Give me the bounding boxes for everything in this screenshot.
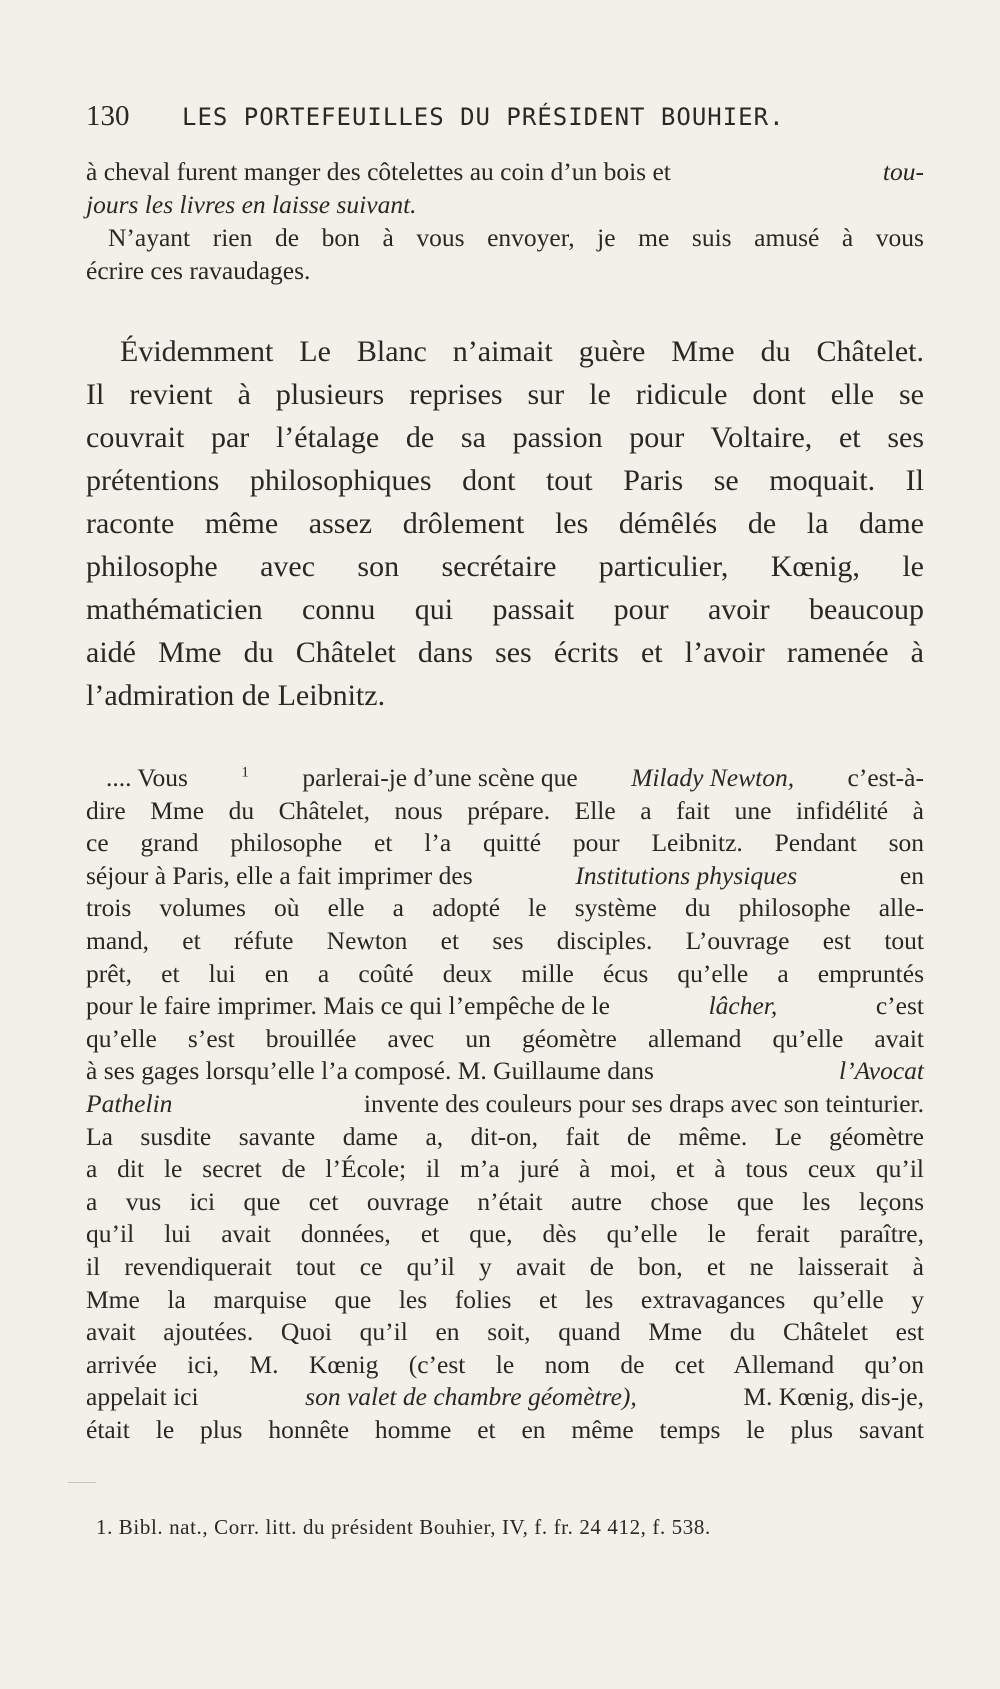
text-line-segment: trois volumes où elle a adopté le système du philosophe alle- [86,893,924,923]
text-line-segment: La susdite savante dame a, dit-on, fait de même. Le géomètre [86,1121,924,1151]
text-line-segment: à cheval furent manger des côtelettes au coin d’un bois et [86,157,671,186]
text-line-segment: a vus ici que cet ouvrage n’était autre chose que les leçons [86,1186,924,1216]
italic-segment: son valet de chambre géomètre), [305,1382,637,1412]
paragraph-line: Évidemment Le Blanc n’aimait guère Mme du Châtelet. [120,335,924,368]
text-line [86,545,924,588]
text-line [86,631,924,674]
text-line [86,1316,924,1349]
paragraph-line: l’admiration de Leibnitz. [86,679,386,712]
text-line [86,1023,924,1056]
paragraph-line: raconte même assez drôlement les démêlés de la dame [86,507,924,540]
running-head [86,100,924,133]
text-line [86,1218,924,1251]
footnote-marker[interactable]: 1 [241,764,249,781]
paragraph-line: aidé Mme du Châtelet dans ses écrits et l’avoir ramenée à [86,636,924,669]
text-line-segment: invente des couleurs pour ses draps avec son teinturier. [363,1088,924,1118]
text-line-segment: il revendiquerait tout ce qu’il y avait de bon, et ne laisserait à [86,1251,924,1281]
text-line-segment: à ses gages lorsqu’elle l’a composé. M. Guillaume dans [86,1056,654,1086]
text-line [86,1153,924,1186]
text-line-segment: qu’il lui avait données, et que, dès qu’elle le ferait paraître, [86,1219,924,1249]
text-line [86,958,924,991]
text-line [86,1088,924,1121]
text-line-segment: en [899,860,924,890]
italic-segment: l’Avocat [839,1056,924,1086]
text-line [86,221,924,254]
text-line-segment: c’est [875,991,924,1021]
paragraph-line: couvrait par l’étalage de sa passion pour Voltaire, et ses [86,421,924,454]
italic-segment: Pathelin [86,1088,173,1118]
italic-segment: Milady Newton, [631,763,795,792]
text-line [86,1121,924,1154]
text-line-segment: c’est-à- [847,763,924,792]
paragraph-line: Il revient à plusieurs reprises sur le ridicule dont elle se [86,378,924,411]
italic-segment: Institutions physiques [575,860,798,890]
text-line-segment: pour le faire imprimer. Mais ce qui l’empêche de le [86,991,610,1021]
text-line-segment: parlerai-je d’une scène que [302,763,578,792]
text-line-segment: qu’elle s’est brouillée avec un géomètre allemand qu’elle avait [86,1023,924,1053]
text-line-segment: avait ajoutées. Quoi qu’il en soit, quand Mme du Châtelet est [86,1317,924,1347]
text-line [86,990,924,1023]
main-paragraph [86,330,924,717]
text-line-segment: Mme la marquise que les folies et les extravagances qu’elle y [86,1284,924,1314]
text-line [86,1251,924,1284]
text-line-segment: dire Mme du Châtelet, nous prépare. Elle a fait une infidélité à [86,795,924,825]
italic-segment: tou- [882,157,924,186]
page-number: 130 [86,100,130,132]
text-line [86,1186,924,1219]
text-line-segment: .... Vous [106,763,188,792]
text-line-segment: M. Kœnig, dis-je, [743,1382,924,1412]
text-line-segment: appelait ici [86,1382,199,1412]
text-line-segment: arrivée ici, M. Kœnig (c’est le nom de cet Allemand qu’on [86,1349,924,1379]
paragraph-line: prétentions philosophiques dont tout Paris se moquait. Il [86,464,924,497]
text-line-segment: N’ayant rien de bon à vous envoyer, je me suis amusé à vous [108,223,924,252]
text-line [86,827,924,860]
text-line [86,1381,924,1414]
text-line [86,416,924,459]
text-line [86,459,924,502]
text-line [86,588,924,631]
text-line [86,1284,924,1317]
text-line-segment: mand, et réfute Newton et ses disciples. L’ouvrage est tout [86,925,924,955]
running-title: LES PORTEFEUILLES DU PRÉSIDENT BOUHIER. [182,103,785,131]
text-line-segment: séjour à Paris, elle a fait imprimer des [86,860,473,890]
footnote-reference[interactable] [241,762,249,795]
footnote: 1. Bibl. nat., Corr. litt. du président Bouhier, IV, f. fr. 24 412, f. 538. [96,1515,711,1539]
text-line [86,155,924,188]
text-line [86,1414,924,1447]
italic-segment: lâcher, [708,991,778,1021]
paragraph-line: philosophe avec son secrétaire particulier, Kœnig, le [86,550,924,583]
italic-segment: jours les livres en laisse suivant. [86,190,417,219]
text-line-segment: écrire ces ravaudages. [86,256,311,285]
footnote-divider [68,1482,96,1483]
text-line [86,254,924,287]
text-line [86,330,924,373]
text-line-segment: prêt, et lui en a coûté deux mille écus qu’elle a empruntés [86,958,924,988]
text-line-segment: a dit le secret de l’École; il m’a juré à moi, et à tous ceux qu’il [86,1154,924,1184]
text-line [86,795,924,828]
text-line [86,502,924,545]
text-line [86,762,924,795]
text-line [86,860,924,893]
text-line-segment: était le plus honnête homme et en même temps le plus savant [86,1414,924,1444]
text-line [86,1349,924,1382]
text-line [86,892,924,925]
text-line [86,188,924,221]
text-line [86,1055,924,1088]
text-line [86,674,924,717]
text-line [86,373,924,416]
paragraph-line: mathématicien connu qui passait pour avoir beaucoup [86,593,924,626]
quoted-letter-top [86,155,924,287]
quoted-letter-bottom [86,762,924,1446]
text-line [86,925,924,958]
text-line-segment: ce grand philosophe et l’a quitté pour Leibnitz. Pendant son [86,828,924,858]
